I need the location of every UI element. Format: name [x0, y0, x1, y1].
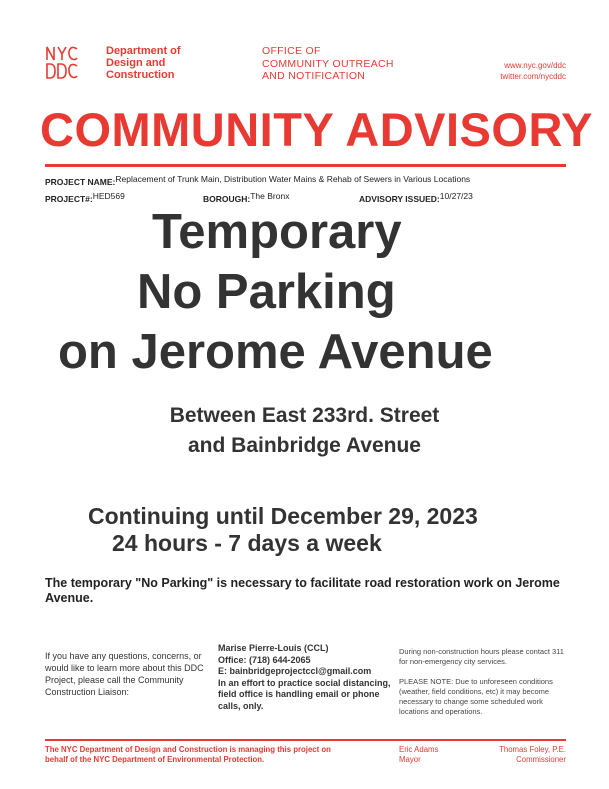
headline-line-2: No Parking	[137, 265, 396, 319]
project-number-label: PROJECT#:	[45, 194, 93, 204]
borough-row	[203, 191, 290, 204]
contact-phone[interactable]: Office: (718) 644-2065	[218, 654, 311, 665]
contact-info	[218, 643, 398, 712]
mayor-title: Mayor	[399, 755, 421, 764]
project-number-row	[45, 191, 125, 204]
contact-email[interactable]: E: bainbridgeprojectccl@gmail.com	[218, 666, 372, 676]
borough-label: BOROUGH:	[203, 194, 251, 204]
contact-name: Marise Pierre-Louis (CCL)	[218, 643, 329, 653]
project-name-label: PROJECT NAME:	[45, 177, 116, 187]
questions-text: If you have any questions, concerns, or would like to learn more about this DDC Project, please call the Community Construction Liaison:	[45, 651, 204, 697]
top-divider	[45, 164, 566, 167]
location	[0, 401, 609, 461]
advisory-title: COMMUNITY ADVISORY	[40, 103, 594, 156]
header-links	[500, 60, 566, 82]
advisory-issued-row	[359, 191, 473, 204]
commissioner-title: Commissioner	[516, 755, 566, 764]
contact-note: In an effort to practice social distancing, field office is handling email or phone calls, only.	[218, 677, 391, 711]
schedule-end-date: Continuing until December 29, 2023	[88, 503, 478, 529]
headline-line-3: on Jerome Avenue	[58, 325, 493, 379]
advisory-issued-label: ADVISORY ISSUED:	[359, 194, 440, 204]
location-line-2: and Bainbridge Avenue	[188, 434, 421, 457]
please-note: PLEASE NOTE: Due to unforeseen conditions (weather, field conditions, etc) it may become necessary to change some scheduled work locations and operations.	[399, 677, 553, 716]
borough-value: The Bronx	[250, 191, 290, 201]
non-construction-hours-note: During non-construction hours please contact 311 for non-emergency city services.	[399, 647, 564, 666]
headline-line-1: Temporary	[152, 205, 402, 259]
reason-text: The temporary "No Parking" is necessary to facilitate road restoration work on Jerome Avenue.	[45, 576, 560, 605]
project-name-row	[45, 174, 471, 187]
twitter-link[interactable]: twitter.com/nycddc	[500, 72, 566, 81]
mayor-name: Eric Adams	[399, 745, 439, 754]
mayor-signature	[399, 745, 438, 765]
project-number-value: HED569	[92, 191, 125, 201]
department-name: Department of Design and Construction	[106, 45, 181, 81]
bottom-divider	[45, 739, 566, 741]
footer-statement: The NYC Department of Design and Construction is managing this project on behalf of the NYC Department of Environmental Protection.	[45, 745, 331, 764]
project-name-value: Replacement of Trunk Main, Distribution Water Mains & Rehab of Sewers in Various Locations	[115, 174, 471, 184]
advisory-issued-value: 10/27/23	[439, 191, 473, 201]
nyc-ddc-logo	[45, 44, 99, 80]
office-name: OFFICE OF COMMUNITY OUTREACH AND NOTIFICATION	[262, 45, 394, 82]
website-link[interactable]: www.nyc.gov/ddc	[504, 61, 566, 70]
commissioner-name: Thomas Foley, P.E.	[499, 745, 566, 754]
commissioner-signature	[499, 745, 566, 765]
schedule-hours: 24 hours - 7 days a week	[112, 530, 382, 556]
location-line-1: Between East 233rd. Street	[169, 404, 440, 427]
notes	[399, 647, 574, 717]
